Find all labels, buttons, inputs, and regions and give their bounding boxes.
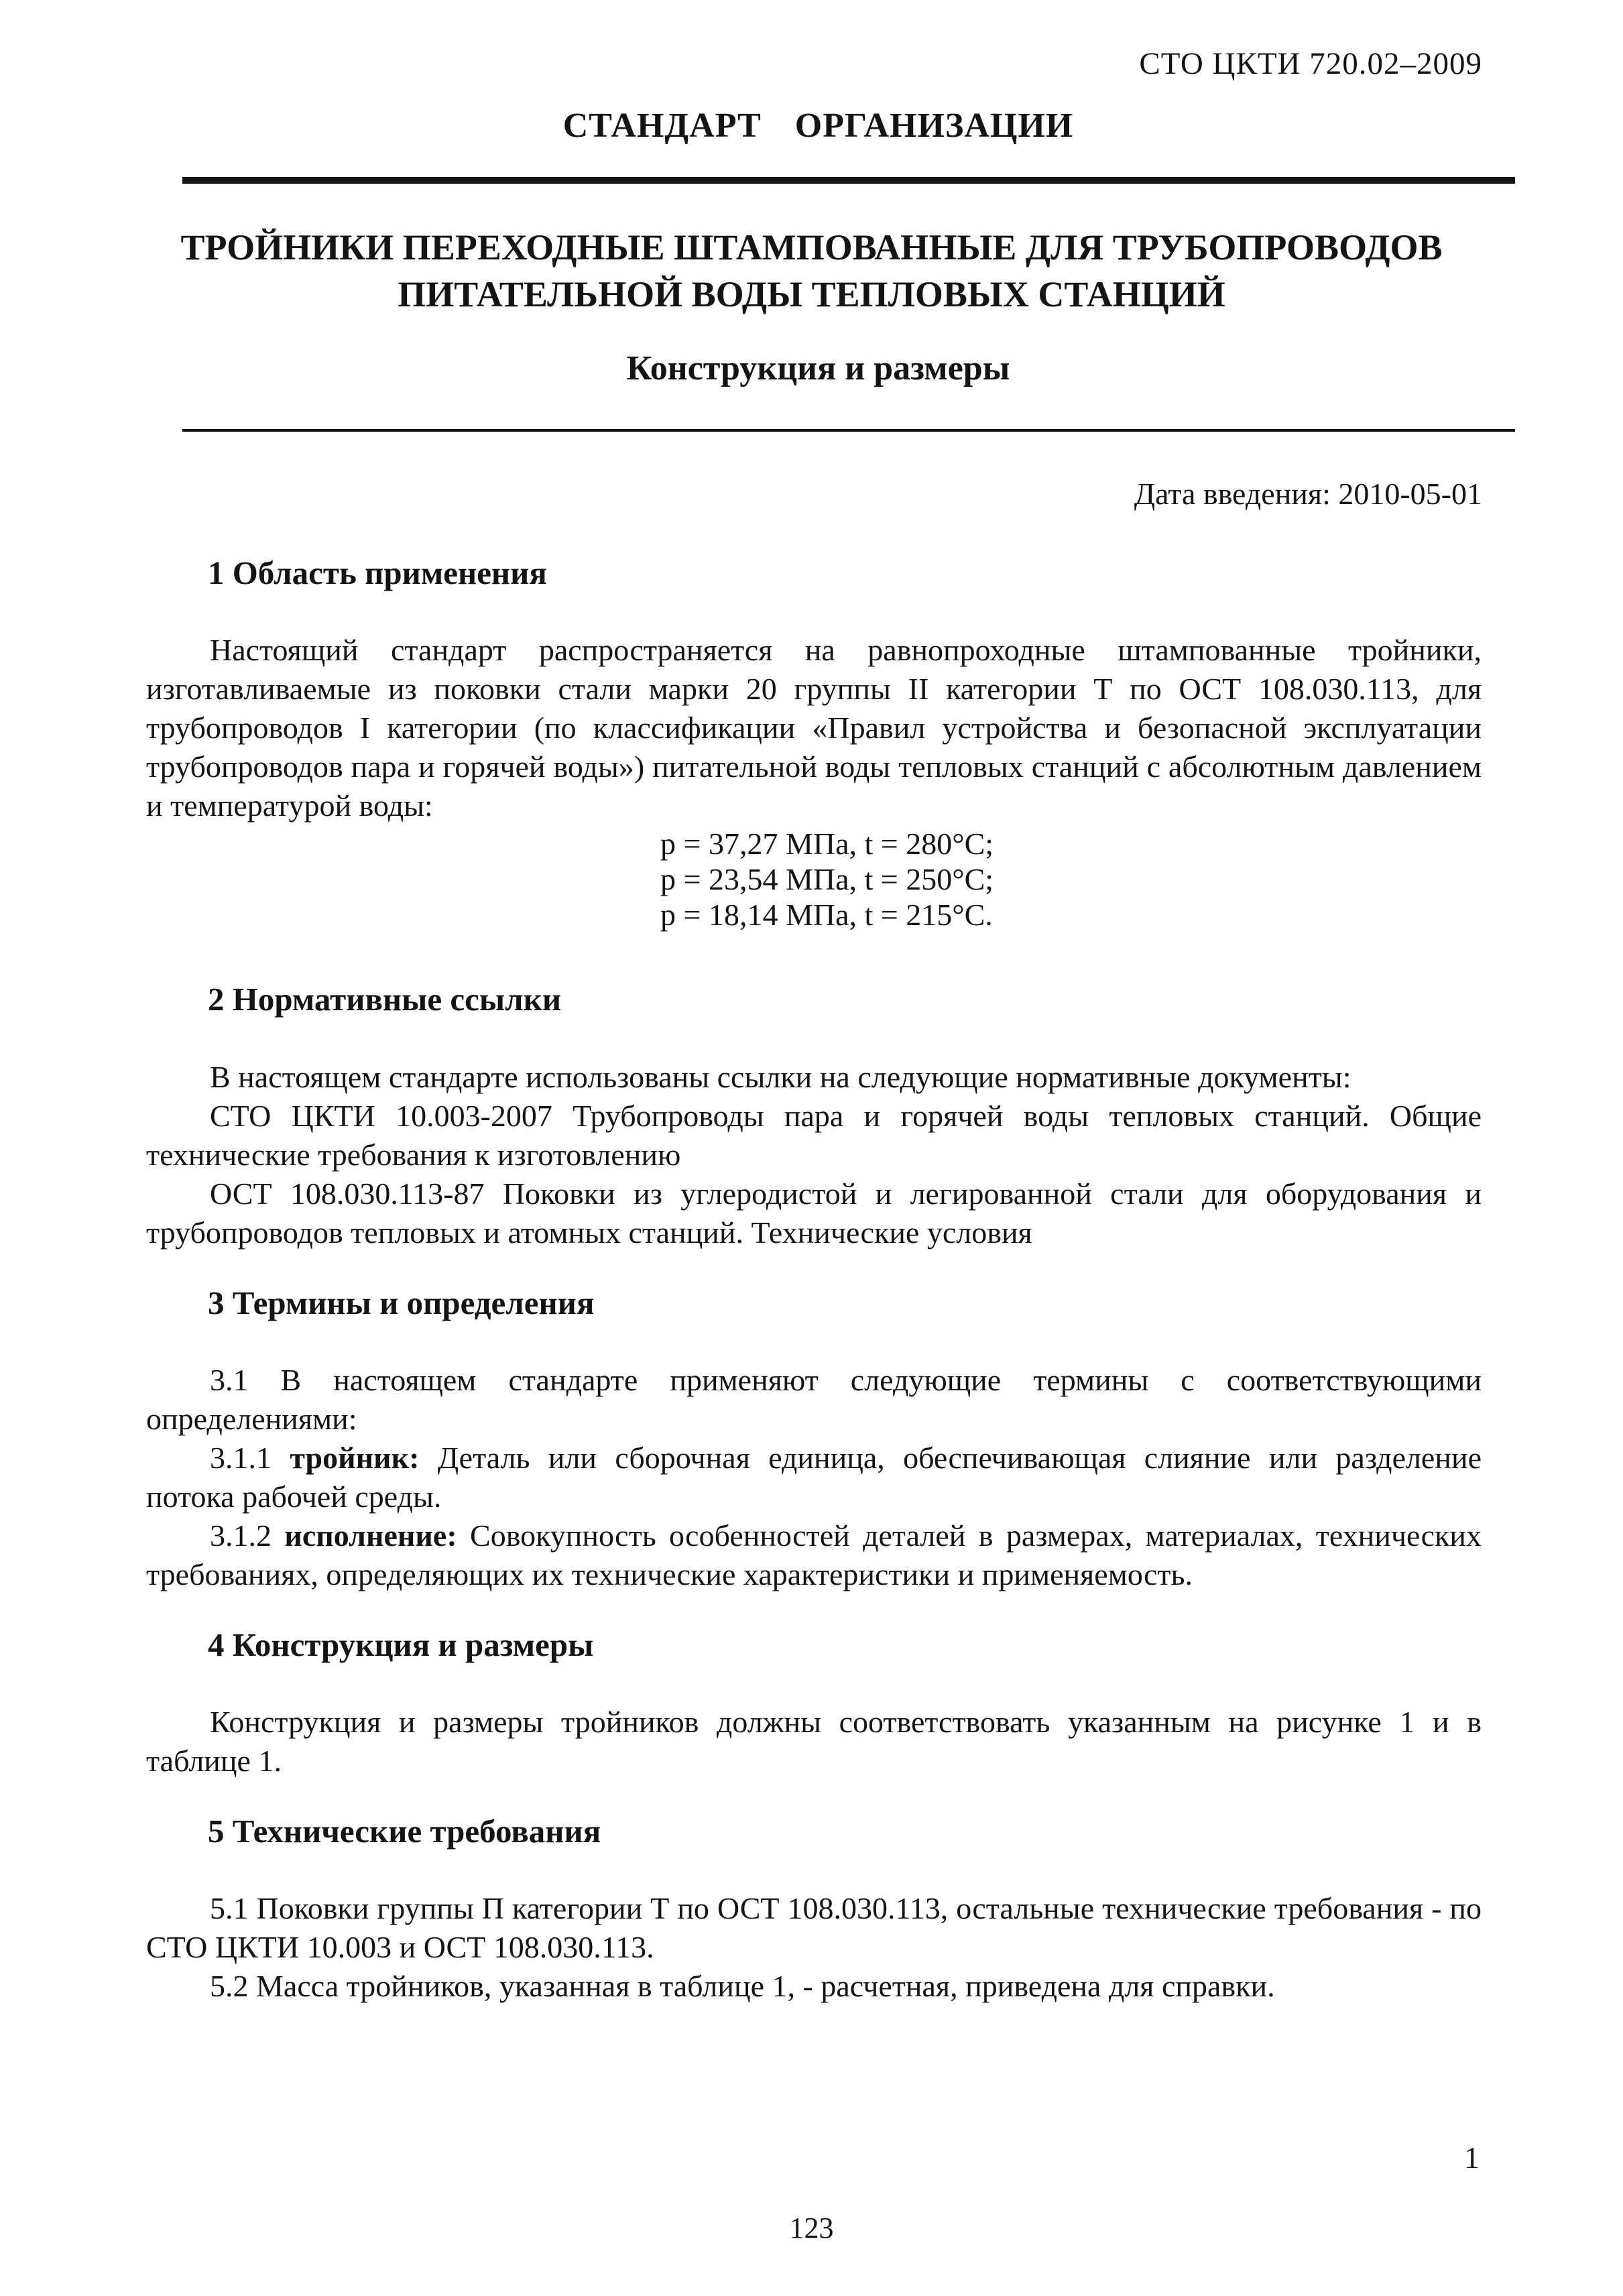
formula-2: p = 23,54 МПа, t = 250°C; xyxy=(660,862,994,896)
section-1-heading: 1 Область применения xyxy=(208,554,547,591)
term-tee-word: тройник: xyxy=(290,1441,420,1475)
section-1-text: Настоящий стандарт распространяется на равнопроходные штампованные тройники, изготавливаемые из поковки стали марки 20 группы II категории Т по ОСТ 108.030.113, для трубопроводов I категории (по классификации «Правил устройства и безопасной эксплуатации трубопроводов пара и горячей воды») питательной воды тепловых станций с абсолютным давлением и температурой воды: xyxy=(146,633,1482,823)
document-code: СТО ЦКТИ 720.02–2009 xyxy=(1139,46,1482,81)
term-tee-number: 3.1.1 xyxy=(210,1441,272,1475)
section-2-heading: 2 Нормативные ссылки xyxy=(208,981,562,1018)
section-5-heading: 5 Технические требования xyxy=(208,1813,601,1850)
formula-1: p = 37,27 МПа, t = 280°C; xyxy=(660,827,994,861)
title-line-1: ТРОЙНИКИ ПЕРЕХОДНЫЕ ШТАМПОВАННЫЕ ДЛЯ ТРУБОПРОВОДОВ xyxy=(180,227,1443,267)
term-tee xyxy=(146,1439,1482,1516)
reference-sto-ckti: СТО ЦКТИ 10.003-2007 Трубопроводы пара и горячей воды тепловых станций. Общие технические требования к изготовлению xyxy=(146,1099,1482,1172)
page-number: 1 xyxy=(1464,2140,1480,2175)
term-execution-definition: Совокупность особенностей деталей в размерах, материалах, технических требованиях, определяющих их технические характеристики и применяемость. xyxy=(146,1518,1482,1591)
section-2-intro: В настоящем стандарте использованы ссылки на следующие нормативные документы: xyxy=(210,1060,1351,1094)
formula-3: p = 18,14 МПа, t = 215°C. xyxy=(660,898,993,932)
term-execution-word: исполнение: xyxy=(284,1518,457,1553)
section-4-text: Конструкция и размеры тройников должны соответствовать указанным на рисунке 1 и в таблице 1. xyxy=(146,1705,1482,1778)
organization-standard-title: СТАНДАРТ ОРГАНИЗАЦИИ xyxy=(562,107,1074,145)
introduction-date: Дата введения: 2010-05-01 xyxy=(1134,477,1482,511)
term-execution xyxy=(146,1516,1482,1594)
top-rule xyxy=(182,177,1515,184)
term-tee-definition: Деталь или сборочная единица, обеспечивающая слияние или разделение потока рабочей среды. xyxy=(146,1441,1482,1514)
title-line-2: ПИТАТЕЛЬНОЙ ВОДЫ ТЕПЛОВЫХ СТАНЦИЙ xyxy=(398,274,1225,314)
requirement-5-1: 5.1 Поковки группы П категории Т по ОСТ 108.030.113, остальные технические требования - по СТО ЦКТИ 10.003 и ОСТ 108.030.113. xyxy=(146,1891,1482,1964)
term-execution-number: 3.1.2 xyxy=(210,1518,272,1553)
section-3-intro: 3.1 В настоящем стандарте применяют следующие термины с соответствующими определениями: xyxy=(146,1363,1482,1436)
reference-ost: ОСТ 108.030.113-87 Поковки из углеродистой и легированной стали для оборудования и трубопроводов тепловых и атомных станций. Технические условия xyxy=(146,1176,1482,1250)
document-subtitle: Конструкция и размеры xyxy=(626,349,1010,387)
collection-page-number: 123 xyxy=(789,2212,834,2244)
requirement-5-2: 5.2 Масса тройников, указанная в таблице 1, - расчетная, приведена для справки. xyxy=(210,1969,1275,2003)
title-rule xyxy=(182,429,1515,432)
document-title xyxy=(0,224,1623,318)
section-3-heading: 3 Термины и определения xyxy=(208,1284,595,1321)
section-4-heading: 4 Конструкция и размеры xyxy=(208,1626,594,1663)
